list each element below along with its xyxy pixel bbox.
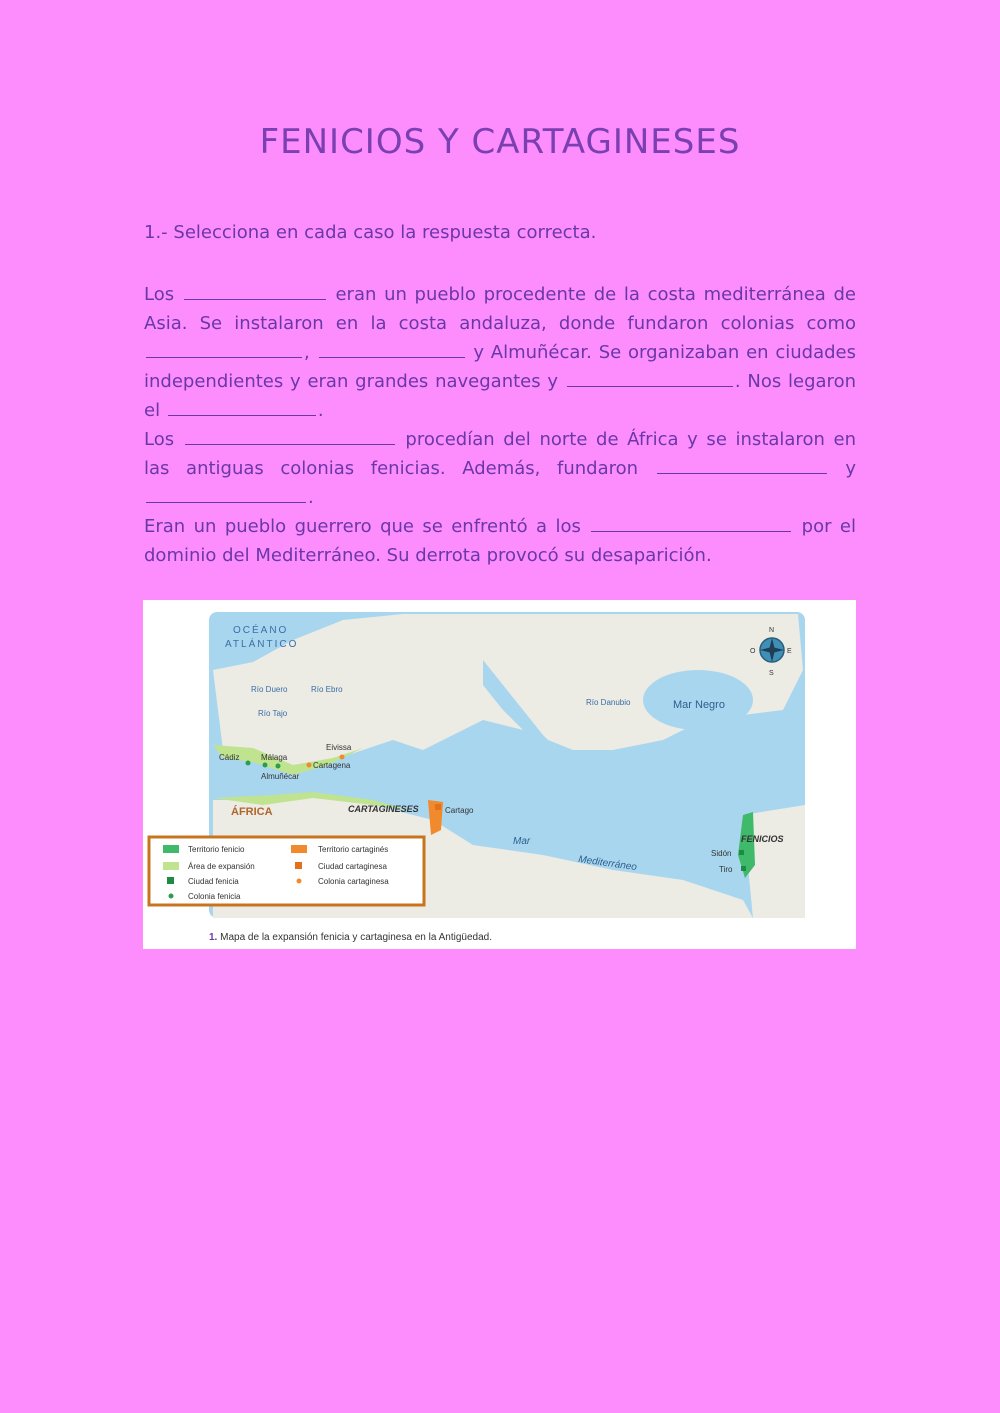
label-ebro: Río Ebro [311, 685, 343, 694]
cartagena-marker [307, 763, 312, 768]
compass-o: O [750, 648, 756, 655]
blank-4[interactable] [567, 370, 733, 387]
text-segment: Eran un pueblo guerrero que se enfrentó a los [144, 516, 581, 537]
label-cartagineses: CARTAGINESES [348, 804, 419, 814]
cadiz-marker [246, 761, 251, 766]
label-sidon: Sidón [711, 849, 732, 858]
legend-label-4: Colonia fenicia [188, 892, 241, 901]
legend-swatch-territorio-fenicio [163, 845, 179, 853]
compass-n: N [769, 627, 775, 634]
label-eivissa: Eivissa [326, 743, 352, 752]
text-segment: . [308, 487, 314, 508]
carthage-city-marker [435, 804, 441, 810]
caption-number: 1. [209, 932, 218, 943]
label-tajo: Río Tajo [258, 709, 288, 718]
blank-3[interactable] [319, 341, 465, 358]
compass-e: E [787, 648, 792, 655]
label-cartagena: Cartagena [313, 761, 351, 770]
blank-9[interactable] [591, 515, 791, 532]
legend-swatch-territorio-cartagines [291, 845, 307, 853]
label-malaga: Málaga [261, 753, 288, 762]
text-segment: eran un pueblo procedente de la costa mediterránea de Asia. Se instalaron en la costa andaluza, donde fundaron colonias como [144, 284, 857, 334]
label-mar-negro: Mar Negro [673, 699, 725, 711]
legend-swatch-area-expansion [163, 862, 179, 870]
label-ocean-1: OCÉANO [233, 625, 289, 636]
label-duero: Río Duero [251, 685, 288, 694]
label-cartago: Cartago [445, 806, 474, 815]
legend-swatch-colonia-fenicia [169, 894, 174, 899]
text-segment: . [734, 371, 741, 392]
text-segment: Los [144, 284, 175, 305]
text-segment: , [304, 342, 310, 363]
text-segment: y Almuñécar. Se organizaban en ciudades independientes y eran grandes navegantes y [144, 342, 856, 392]
label-ocean-2: ATLÁNTICO [225, 639, 299, 650]
paragraph-fenicios [144, 280, 856, 425]
page-title: FENICIOS Y CARTAGINESES [259, 122, 741, 162]
text-segment: Nos legaron el [144, 371, 856, 421]
text-segment: Los [144, 429, 175, 450]
text-segment: procedían del norte de África y se instalaron en las antiguas colonias fenicias. Además, fundaron [144, 429, 856, 479]
map-figure [143, 600, 856, 949]
map-legend [149, 837, 424, 905]
label-fenicios: FENICIOS [741, 834, 784, 844]
tiro-marker [741, 866, 746, 871]
legend-label-6: Ciudad cartaginesa [318, 862, 387, 871]
blank-5[interactable] [168, 399, 316, 416]
label-mediterraneo: Mediterráneo [577, 854, 638, 874]
map-caption [209, 932, 492, 943]
label-danubio: Río Danubio [586, 698, 631, 707]
text-segment: . [317, 400, 324, 421]
text-segment: por el dominio del Mediterráneo. Su derrota provocó su desaparición. [144, 516, 856, 566]
paragraph-cartagineses [144, 425, 856, 512]
exercise-text [144, 280, 856, 570]
blank-1[interactable] [184, 283, 326, 300]
legend-label-2: Área de expansión [188, 862, 255, 871]
legend-label-1: Territorio fenicio [188, 845, 245, 854]
caption-text: Mapa de la expansión fenicia y cartaginesa en la Antigüedad. [220, 932, 492, 943]
exercise-instruction: 1.- Selecciona en cada caso la respuesta correcta. [144, 222, 597, 243]
label-mar: Mar [513, 836, 531, 847]
eivissa-marker [340, 755, 345, 760]
legend-swatch-ciudad-cartaginesa [295, 862, 302, 869]
paragraph-guerrero [144, 512, 856, 570]
label-cadiz: Cádiz [219, 753, 240, 762]
legend-swatch-ciudad-fenicia [167, 877, 174, 884]
text-segment: y [845, 458, 856, 479]
blank-2[interactable] [146, 341, 302, 358]
legend-label-3: Ciudad fenicia [188, 877, 239, 886]
legend-label-5: Territorio cartaginés [318, 845, 389, 854]
label-africa: ÁFRICA [231, 806, 273, 818]
compass-s: S [769, 670, 774, 677]
blank-6[interactable] [185, 428, 395, 445]
label-tiro: Tiro [719, 865, 733, 874]
blank-7[interactable] [657, 457, 827, 474]
legend-swatch-colonia-cartaginesa [297, 879, 302, 884]
legend-label-7: Colonia cartaginesa [318, 877, 389, 886]
almunecar-marker [276, 764, 281, 769]
mediterranean-map [143, 600, 856, 949]
blank-8[interactable] [146, 486, 306, 503]
label-almunecar: Almuñécar [261, 772, 300, 781]
sidon-marker [739, 850, 744, 855]
malaga-marker [263, 763, 268, 768]
